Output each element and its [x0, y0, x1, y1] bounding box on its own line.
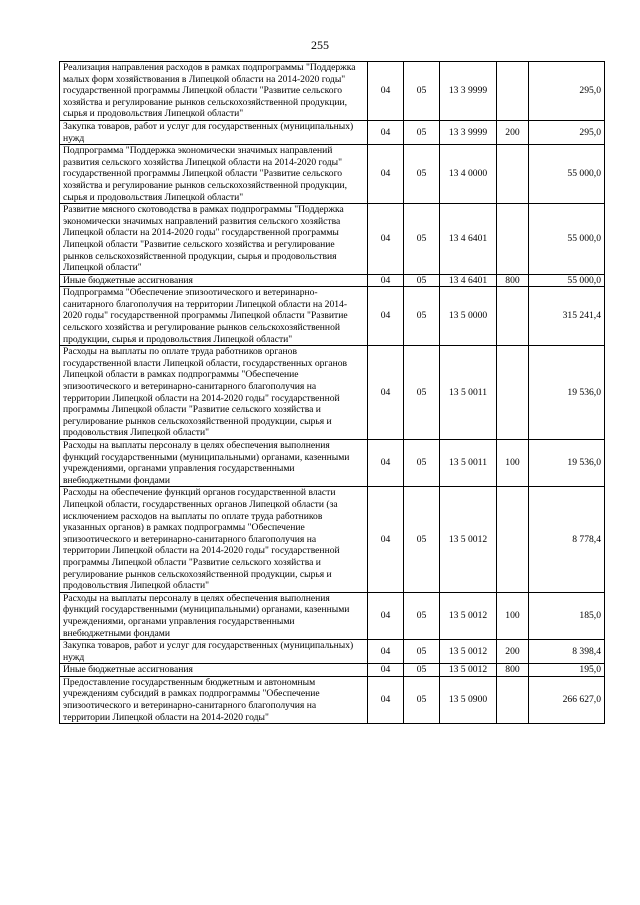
- amount-cell: 295,0: [529, 62, 605, 121]
- section-code-cell: 04: [368, 440, 404, 487]
- table-row: [60, 204, 605, 275]
- subsection-code-cell: 05: [404, 592, 440, 639]
- row-name-cell: Закупка товаров, работ и услуг для государственных (муниципальных) нужд: [60, 120, 368, 144]
- target-article-cell: 13 5 0000: [440, 287, 497, 346]
- amount-cell: 315 241,4: [529, 287, 605, 346]
- expense-type-cell: [497, 676, 529, 723]
- expense-type-cell: 800: [497, 664, 529, 677]
- table-row: [60, 62, 605, 121]
- table-row: [60, 346, 605, 440]
- row-name-cell: Развитие мясного скотоводства в рамках подпрограммы "Поддержка экономически значимых направлений развития сельского хозяйства Липецкой области на 2014-2020 годы" государственной программы Липецкой области "Развитие сельского хозяйства и регулирование рынков сельскохозяйственной продукции, сырья и продовольствия Липецкой области": [60, 204, 368, 275]
- section-code-cell: 04: [368, 120, 404, 144]
- table-row: [60, 664, 605, 677]
- table-row: [60, 676, 605, 723]
- section-code-cell: 04: [368, 62, 404, 121]
- target-article-cell: 13 4 0000: [440, 145, 497, 204]
- section-code-cell: 04: [368, 664, 404, 677]
- section-code-cell: 04: [368, 676, 404, 723]
- target-article-cell: 13 5 0012: [440, 487, 497, 592]
- row-name-cell: Иные бюджетные ассигнования: [60, 664, 368, 677]
- target-article-cell: 13 3 9999: [440, 62, 497, 121]
- row-name-cell: Предоставление государственным бюджетным и автономным учреждениям субсидий в рамках подпрограммы "Обеспечение эпизоотического и ветеринарно-санитарного благополучия на территории Липецкой области на 2014-2020 годы": [60, 676, 368, 723]
- expense-type-cell: [497, 62, 529, 121]
- row-name-cell: Подпрограмма "Обеспечение эпизоотического и ветеринарно-санитарного благополучия на территории Липецкой области на 2014-2020 годы" государственной программы Липецкой области "Развитие сельского хозяйства и регулирование рынков сельскохозяйственной продукции, сырья и продовольствия Липецкой области": [60, 287, 368, 346]
- subsection-code-cell: 05: [404, 120, 440, 144]
- table-row: [60, 120, 605, 144]
- subsection-code-cell: 05: [404, 676, 440, 723]
- section-code-cell: 04: [368, 487, 404, 592]
- row-name-cell: Реализация направления расходов в рамках подпрограммы "Поддержка малых форм хозяйствования в Липецкой области на 2014-2020 годы" государственной программы Липецкой области "Развитие сельского хозяйства и регулирование рынков сельскохозяйственной продукции, сырья и продовольствия Липецкой области": [60, 62, 368, 121]
- row-name-cell: Расходы на выплаты персоналу в целях обеспечения выполнения функций государственными (муниципальными) органами, казенными учреждениями, органами управления государственными внебюджетными фондами: [60, 440, 368, 487]
- section-code-cell: 04: [368, 346, 404, 440]
- row-name-cell: Расходы на выплаты по оплате труда работников органов государственной власти Липецкой области, государственных органов Липецкой области в рамках подпрограммы "Обеспечение эпизоотического и ветеринарно-санитарного благополучия на территории Липецкой области на 2014-2020 годы" государственной программы Липецкой области "Развитие сельского хозяйства и регулирование рынков сельскохозяйственной продукции, сырья и продовольствия Липецкой области": [60, 346, 368, 440]
- expense-type-cell: 100: [497, 592, 529, 639]
- target-article-cell: 13 5 0011: [440, 346, 497, 440]
- target-article-cell: 13 5 0012: [440, 592, 497, 639]
- expense-type-cell: [497, 487, 529, 592]
- expense-type-cell: 200: [497, 120, 529, 144]
- expense-type-cell: [497, 204, 529, 275]
- table-row: [60, 592, 605, 639]
- section-code-cell: 04: [368, 204, 404, 275]
- expense-type-cell: [497, 346, 529, 440]
- amount-cell: 195,0: [529, 664, 605, 677]
- subsection-code-cell: 05: [404, 440, 440, 487]
- table-row: [60, 640, 605, 664]
- amount-cell: 19 536,0: [529, 440, 605, 487]
- amount-cell: 55 000,0: [529, 274, 605, 287]
- amount-cell: 8 778,4: [529, 487, 605, 592]
- budget-table-body: [60, 62, 605, 724]
- target-article-cell: 13 5 0012: [440, 664, 497, 677]
- amount-cell: 266 627,0: [529, 676, 605, 723]
- section-code-cell: 04: [368, 592, 404, 639]
- section-code-cell: 04: [368, 640, 404, 664]
- subsection-code-cell: 05: [404, 62, 440, 121]
- amount-cell: 55 000,0: [529, 204, 605, 275]
- target-article-cell: 13 4 6401: [440, 204, 497, 275]
- amount-cell: 55 000,0: [529, 145, 605, 204]
- table-row: [60, 274, 605, 287]
- table-row: [60, 487, 605, 592]
- row-name-cell: Подпрограмма "Поддержка экономически значимых направлений развития сельского хозяйства Липецкой области на 2014-2020 годы" государственной программы Липецкой области "Развитие сельского хозяйства и регулирование рынков сельскохозяйственной продукции, сырья и продовольствия Липецкой области": [60, 145, 368, 204]
- page-number: 255: [311, 38, 329, 52]
- subsection-code-cell: 05: [404, 640, 440, 664]
- expense-type-cell: [497, 145, 529, 204]
- amount-cell: 185,0: [529, 592, 605, 639]
- target-article-cell: 13 4 6401: [440, 274, 497, 287]
- subsection-code-cell: 05: [404, 346, 440, 440]
- target-article-cell: 13 5 0011: [440, 440, 497, 487]
- budget-table: [59, 61, 605, 724]
- subsection-code-cell: 05: [404, 204, 440, 275]
- section-code-cell: 04: [368, 287, 404, 346]
- section-code-cell: 04: [368, 274, 404, 287]
- row-name-cell: Расходы на обеспечение функций органов государственной власти Липецкой области, государственных органов Липецкой области (за исключением расходов на выплаты по оплате труда работников указанных органов) в рамках подпрограммы "Обеспечение эпизоотического и ветеринарно-санитарного благополучия на территории Липецкой области на 2014-2020 годы" государственной программы Липецкой области "Развитие сельского хозяйства и регулирование рынков сельскохозяйственной продукции, сырья и продовольствия Липецкой области": [60, 487, 368, 592]
- subsection-code-cell: 05: [404, 145, 440, 204]
- amount-cell: 8 398,4: [529, 640, 605, 664]
- amount-cell: 19 536,0: [529, 346, 605, 440]
- table-row: [60, 440, 605, 487]
- table-row: [60, 287, 605, 346]
- expense-type-cell: [497, 287, 529, 346]
- target-article-cell: 13 5 0012: [440, 640, 497, 664]
- subsection-code-cell: 05: [404, 287, 440, 346]
- subsection-code-cell: 05: [404, 664, 440, 677]
- row-name-cell: Иные бюджетные ассигнования: [60, 274, 368, 287]
- expense-type-cell: 800: [497, 274, 529, 287]
- section-code-cell: 04: [368, 145, 404, 204]
- subsection-code-cell: 05: [404, 274, 440, 287]
- target-article-cell: 13 3 9999: [440, 120, 497, 144]
- row-name-cell: Закупка товаров, работ и услуг для государственных (муниципальных) нужд: [60, 640, 368, 664]
- row-name-cell: Расходы на выплаты персоналу в целях обеспечения выполнения функций государственными (муниципальными) органами, казенными учреждениями, органами управления государственными внебюджетными фондами: [60, 592, 368, 639]
- target-article-cell: 13 5 0900: [440, 676, 497, 723]
- table-row: [60, 145, 605, 204]
- expense-type-cell: 200: [497, 640, 529, 664]
- amount-cell: 295,0: [529, 120, 605, 144]
- subsection-code-cell: 05: [404, 487, 440, 592]
- expense-type-cell: 100: [497, 440, 529, 487]
